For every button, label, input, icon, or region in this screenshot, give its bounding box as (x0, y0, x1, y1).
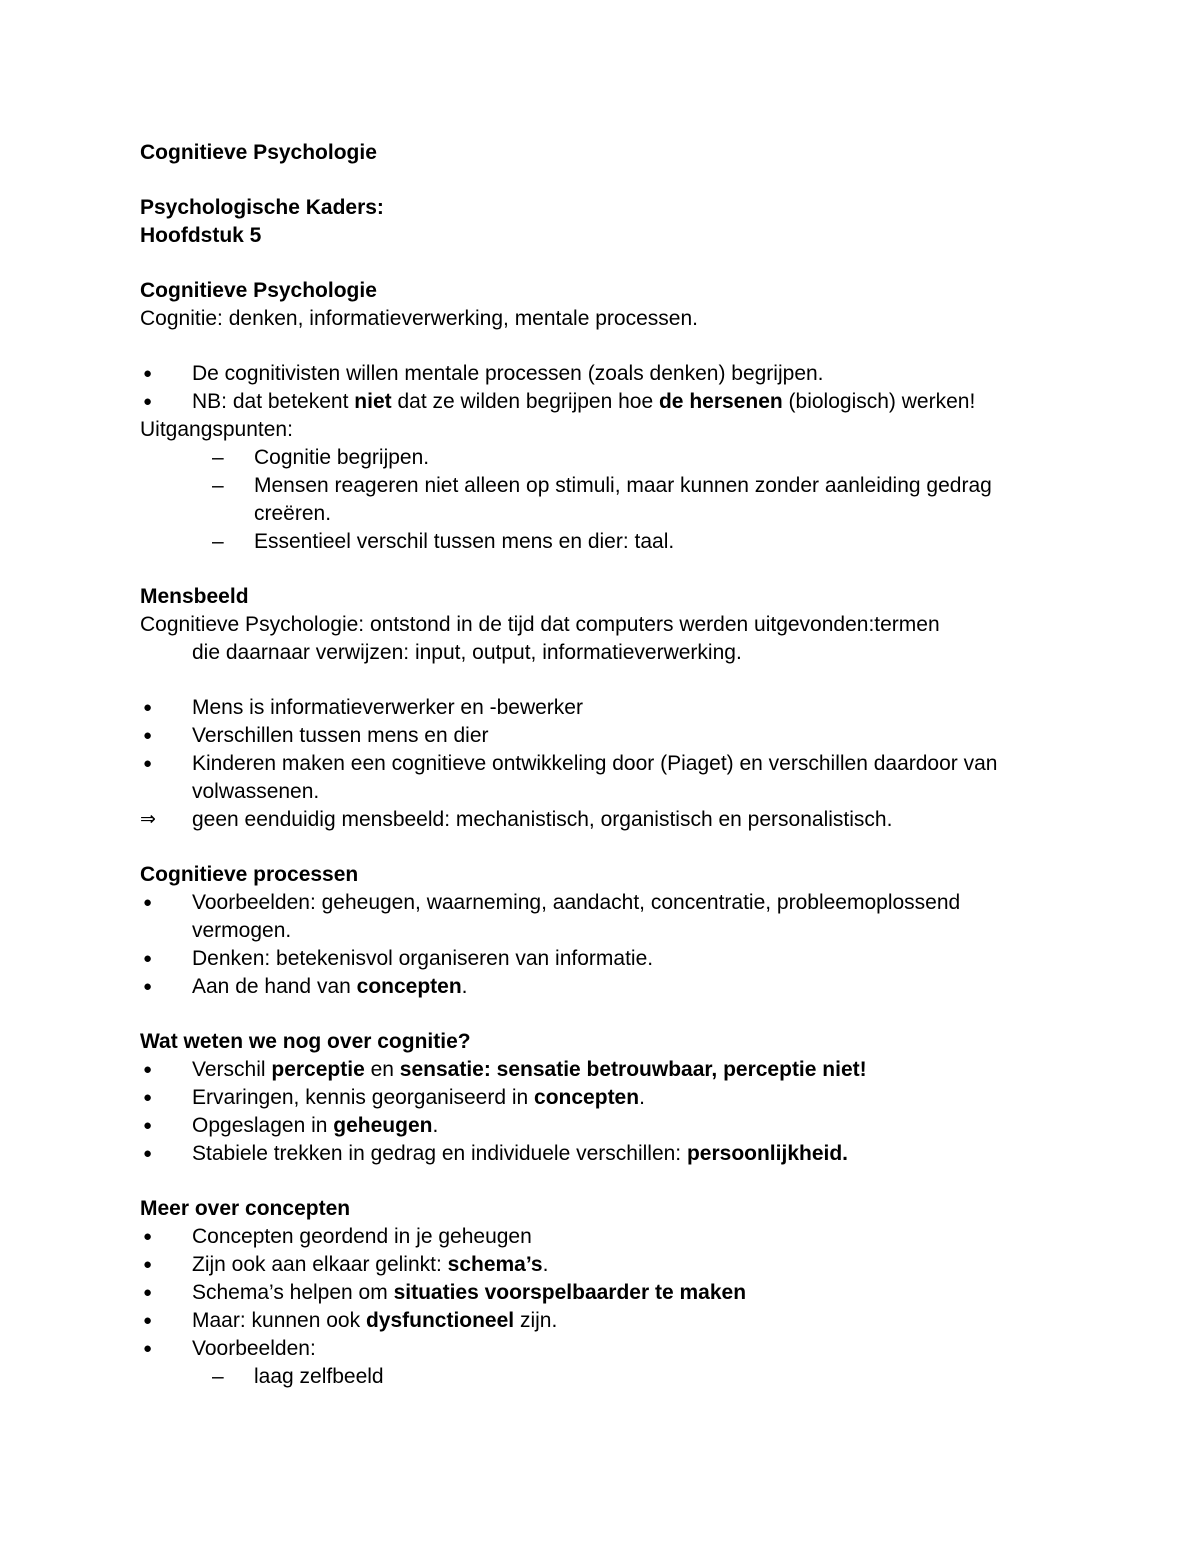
bullet-icon: ● (143, 1117, 153, 1134)
bullet-icon: ● (143, 393, 153, 410)
bullet-icon: ● (143, 1312, 153, 1329)
list-item (140, 1084, 1060, 1112)
list-item (140, 1307, 1060, 1335)
paragraph: Cognitieve Psychologie: ontstond in de tijd dat computers werden uitgevonden:termen (140, 613, 940, 636)
emphasis-text: perceptie (271, 1058, 365, 1081)
list-item-text: dat ze wilden begrijpen hoe (391, 390, 659, 413)
paragraph: Cognitie: denken, informatieverwerking, mentale processen. (140, 307, 698, 330)
emphasis-text: dysfunctioneel (365, 1309, 515, 1332)
list-item (140, 722, 1060, 750)
list-item-text: geen eenduidig mensbeeld: mechanistisch, organistisch en personalistisch. (192, 808, 893, 831)
list-item (140, 1223, 1060, 1251)
list-item-text: laag zelfbeeld (254, 1365, 384, 1388)
bullet-icon: ● (143, 755, 153, 772)
emphasis-text: niet (354, 390, 392, 413)
paragraph: Uitgangspunten: (140, 418, 293, 441)
list-item-text: Kinderen maken een cognitieve ontwikkeling door (Piaget) en verschillen daardoor van volwassenen. (192, 752, 998, 803)
bullet-icon: ● (143, 894, 153, 911)
dash-icon: – (212, 446, 224, 469)
arrow-right-icon: ⇒ (140, 809, 156, 830)
list-item (140, 388, 1060, 416)
list-item-text: zijn. (514, 1309, 558, 1332)
dash-icon: – (212, 474, 224, 497)
list-item (140, 360, 1060, 388)
bullet-icon: ● (143, 1089, 153, 1106)
bullet-icon: ● (143, 1061, 153, 1078)
bullet-icon: ● (143, 1284, 153, 1301)
bullet-icon: ● (143, 727, 153, 744)
dash-icon: – (212, 1365, 224, 1388)
emphasis-text: concepten (356, 975, 462, 998)
list-item-text: Voorbeelden: geheugen, waarneming, aandacht, concentratie, probleemoplossend vermogen. (192, 891, 961, 942)
list-item-text: Stabiele trekken in gedrag en individuele verschillen: (192, 1142, 687, 1165)
emphasis-text: geheugen (333, 1114, 433, 1137)
list-item (140, 1335, 1060, 1363)
conclusion-item (140, 806, 1060, 834)
list-item (140, 1279, 1060, 1307)
list-item-text: Mens is informatieverwerker en -bewerker (192, 696, 583, 719)
list-item-text: Mensen reageren niet alleen op stimuli, maar kunnen zonder aanleiding gedrag creëren. (254, 474, 992, 525)
emphasis-text: sensatie: sensatie betrouwbaar, perceptie niet! (399, 1058, 867, 1081)
list-item (140, 1056, 1060, 1084)
list-item-text: Aan de hand van (192, 975, 357, 998)
emphasis-text: situaties voorspelbaarder te maken (393, 1281, 747, 1304)
list-item-text: . (639, 1086, 645, 1109)
list-item (140, 945, 1060, 973)
section-heading: Cognitieve processen (140, 863, 359, 886)
list-item-text: . (542, 1253, 549, 1276)
list-item-text: Ervaringen, kennis georganiseerd in (192, 1086, 535, 1109)
list-item-text: Verschillen tussen mens en dier (192, 724, 489, 747)
list-item-text: (biologisch) werken! (782, 390, 976, 413)
list-item-text: Concepten geordend in je geheugen (192, 1225, 532, 1248)
sub-list-item (140, 528, 1060, 556)
list-item-text: Opgeslagen in (192, 1114, 334, 1137)
list-item-text: Essentieel verschil tussen mens en dier: taal. (254, 530, 675, 553)
list-item-text: Denken: betekenisvol organiseren van informatie. (192, 947, 654, 970)
bullet-icon: ● (143, 699, 153, 716)
list-item-text: Schema’s helpen om (192, 1281, 394, 1304)
document-body (140, 139, 1060, 1391)
section-heading: Wat weten we nog over cognitie? (140, 1030, 471, 1053)
list-item (140, 973, 1060, 1001)
list-item (140, 694, 1060, 722)
sub-list-item (140, 472, 1060, 528)
section-heading: Cognitieve Psychologie (140, 279, 377, 302)
bullet-icon: ● (143, 978, 153, 995)
list-item (140, 1112, 1060, 1140)
emphasis-text: schema’s (447, 1253, 543, 1276)
bullet-icon: ● (143, 365, 153, 382)
bullet-icon: ● (143, 1340, 153, 1357)
emphasis-text: concepten (534, 1086, 640, 1109)
list-item-text: Zijn ook aan elkaar gelinkt: (192, 1253, 448, 1276)
bullet-icon: ● (143, 950, 153, 967)
bullet-icon: ● (143, 1228, 153, 1245)
document-title: Cognitieve Psychologie (140, 141, 377, 164)
list-item (140, 750, 1060, 806)
bullet-icon: ● (143, 1256, 153, 1273)
emphasis-text: persoonlijkheid. (686, 1142, 848, 1165)
list-item-text: NB: dat betekent (192, 390, 355, 413)
bullet-icon: ● (143, 1145, 153, 1162)
list-item-text: . (432, 1114, 439, 1137)
list-item (140, 1140, 1060, 1168)
paragraph-continuation: die daarnaar verwijzen: input, output, informatieverwerking. (192, 641, 742, 664)
list-item-text: Verschil (192, 1058, 272, 1081)
list-item (140, 1251, 1060, 1279)
list-item-text: Maar: kunnen ook (192, 1309, 366, 1332)
list-item-text: Voorbeelden: (192, 1337, 316, 1360)
chapter-label: Hoofdstuk 5 (140, 224, 262, 247)
document-subtitle: Psychologische Kaders: (140, 196, 384, 219)
section-heading: Meer over concepten (140, 1197, 351, 1220)
list-item (140, 889, 1060, 945)
list-item-text: . (461, 975, 468, 998)
list-item-text: Cognitie begrijpen. (254, 446, 430, 469)
list-item-text: en (364, 1058, 400, 1081)
dash-icon: – (212, 530, 224, 553)
sub-list-item (140, 444, 1060, 472)
list-item-text: De cognitivisten willen mentale processen (zoals denken) begrijpen. (192, 362, 824, 385)
sub-list-item (140, 1363, 1060, 1391)
section-heading: Mensbeeld (140, 585, 249, 608)
emphasis-text: de hersenen (658, 390, 783, 413)
